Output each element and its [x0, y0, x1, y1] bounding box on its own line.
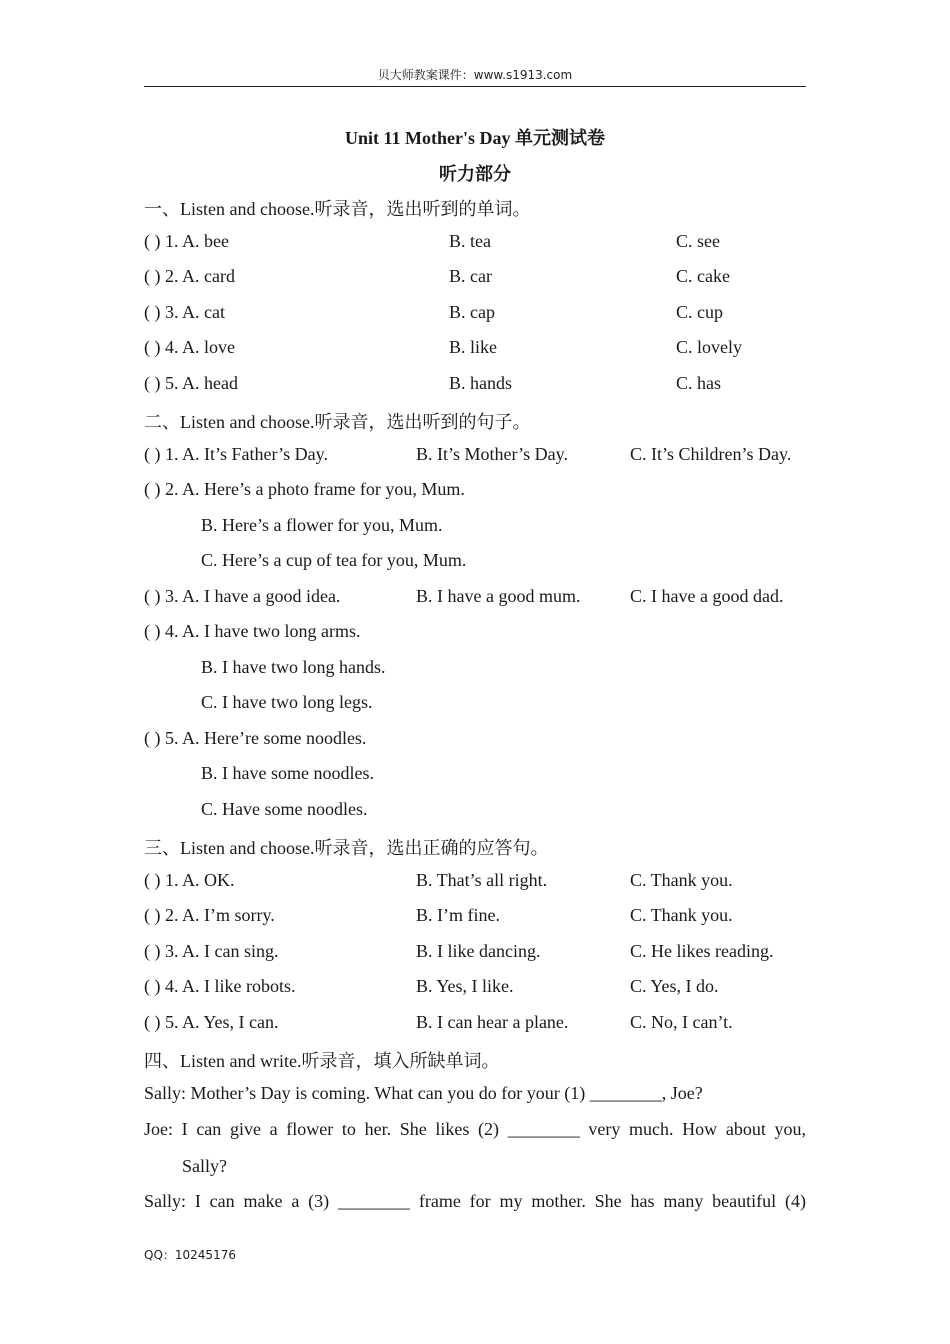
part2-q5-b: B. I have some noodles.: [201, 763, 374, 783]
part3-q1-a: ( ) 1. A. OK.: [144, 870, 235, 890]
part4-line2: Joe: I can give a flower to her. She likes (2) ________ very much. How about you,: [144, 1119, 806, 1139]
part2-q4-a: ( ) 4. A. I have two long arms.: [144, 621, 361, 641]
part1-q4-b: B. like: [449, 337, 497, 357]
part4-line3: Sally?: [182, 1156, 227, 1176]
part2-q2-a: ( ) 2. A. Here’s a photo frame for you, Mum.: [144, 479, 465, 499]
part3-q5-b: B. I can hear a plane.: [416, 1012, 569, 1032]
part2-q3-a: ( ) 3. A. I have a good idea.: [144, 586, 341, 606]
part2-q1-a: ( ) 1. A. It’s Father’s Day.: [144, 444, 328, 464]
part3-q4-a: ( ) 4. A. I like robots.: [144, 976, 296, 996]
part1-q3-c: C. cup: [676, 302, 723, 322]
page-title: Unit 11 Mother's Day 单元测试卷: [345, 128, 605, 148]
part2-q4-b: B. I have two long hands.: [201, 657, 386, 677]
part3-q2-c: C. Thank you.: [630, 905, 733, 925]
part3-q1-b: B. That’s all right.: [416, 870, 548, 890]
part1-q4-a: ( ) 4. A. love: [144, 337, 235, 357]
part1-q5-c: C. has: [676, 373, 721, 393]
part3-q1-c: C. Thank you.: [630, 870, 733, 890]
part1-q3-a: ( ) 3. A. cat: [144, 302, 225, 322]
page-subtitle: 听力部分: [439, 164, 511, 184]
part3-heading: 三、Listen and choose.听录音，选出正确的应答句。: [144, 838, 549, 858]
part1-q1-a: ( ) 1. A. bee: [144, 231, 229, 251]
part1-heading: 一、Listen and choose.听录音，选出听到的单词。: [144, 199, 531, 219]
part1-q5-b: B. hands: [449, 373, 512, 393]
part3-q3-c: C. He likes reading.: [630, 941, 774, 961]
part2-q1-b: B. It’s Mother’s Day.: [416, 444, 568, 464]
part2-q3-c: C. I have a good dad.: [630, 586, 784, 606]
part3-q4-c: C. Yes, I do.: [630, 976, 719, 996]
part1-q4-c: C. lovely: [676, 337, 742, 357]
part1-q1-c: C. see: [676, 231, 720, 251]
part1-q2-a: ( ) 2. A. card: [144, 266, 235, 286]
part1-q1-b: B. tea: [449, 231, 491, 251]
part3-q3-b: B. I like dancing.: [416, 941, 541, 961]
part3-q5-c: C. No, I can’t.: [630, 1012, 733, 1032]
part3-q4-b: B. Yes, I like.: [416, 976, 514, 996]
page-header: 贝大师教案课件：www.s1913.com: [144, 64, 806, 87]
page-footer: QQ：10245176: [144, 1248, 236, 1262]
part1-q5-a: ( ) 5. A. head: [144, 373, 238, 393]
part1-q2-b: B. car: [449, 266, 492, 286]
part2-q3-b: B. I have a good mum.: [416, 586, 581, 606]
part3-q2-b: B. I’m fine.: [416, 905, 500, 925]
part2-heading: 二、Listen and choose.听录音，选出听到的句子。: [144, 412, 531, 432]
part1-q2-c: C. cake: [676, 266, 730, 286]
part2-q4-c: C. I have two long legs.: [201, 692, 373, 712]
part2-q2-c: C. Here’s a cup of tea for you, Mum.: [201, 550, 467, 570]
part3-q3-a: ( ) 3. A. I can sing.: [144, 941, 279, 961]
part2-q5-c: C. Have some noodles.: [201, 799, 368, 819]
part4-line1: Sally: Mother’s Day is coming. What can you do for your (1) ________, Joe?: [144, 1083, 703, 1103]
part4-heading: 四、Listen and write.听录音，填入所缺单词。: [144, 1051, 500, 1071]
part3-q2-a: ( ) 2. A. I’m sorry.: [144, 905, 275, 925]
part2-q2-b: B. Here’s a flower for you, Mum.: [201, 515, 443, 535]
part2-q1-c: C. It’s Children’s Day.: [630, 444, 792, 464]
part1-q3-b: B. cap: [449, 302, 495, 322]
part3-q5-a: ( ) 5. A. Yes, I can.: [144, 1012, 279, 1032]
part2-q5-a: ( ) 5. A. Here’re some noodles.: [144, 728, 367, 748]
part4-line4: Sally: I can make a (3) ________ frame for my mother. She has many beautiful (4): [144, 1191, 806, 1211]
